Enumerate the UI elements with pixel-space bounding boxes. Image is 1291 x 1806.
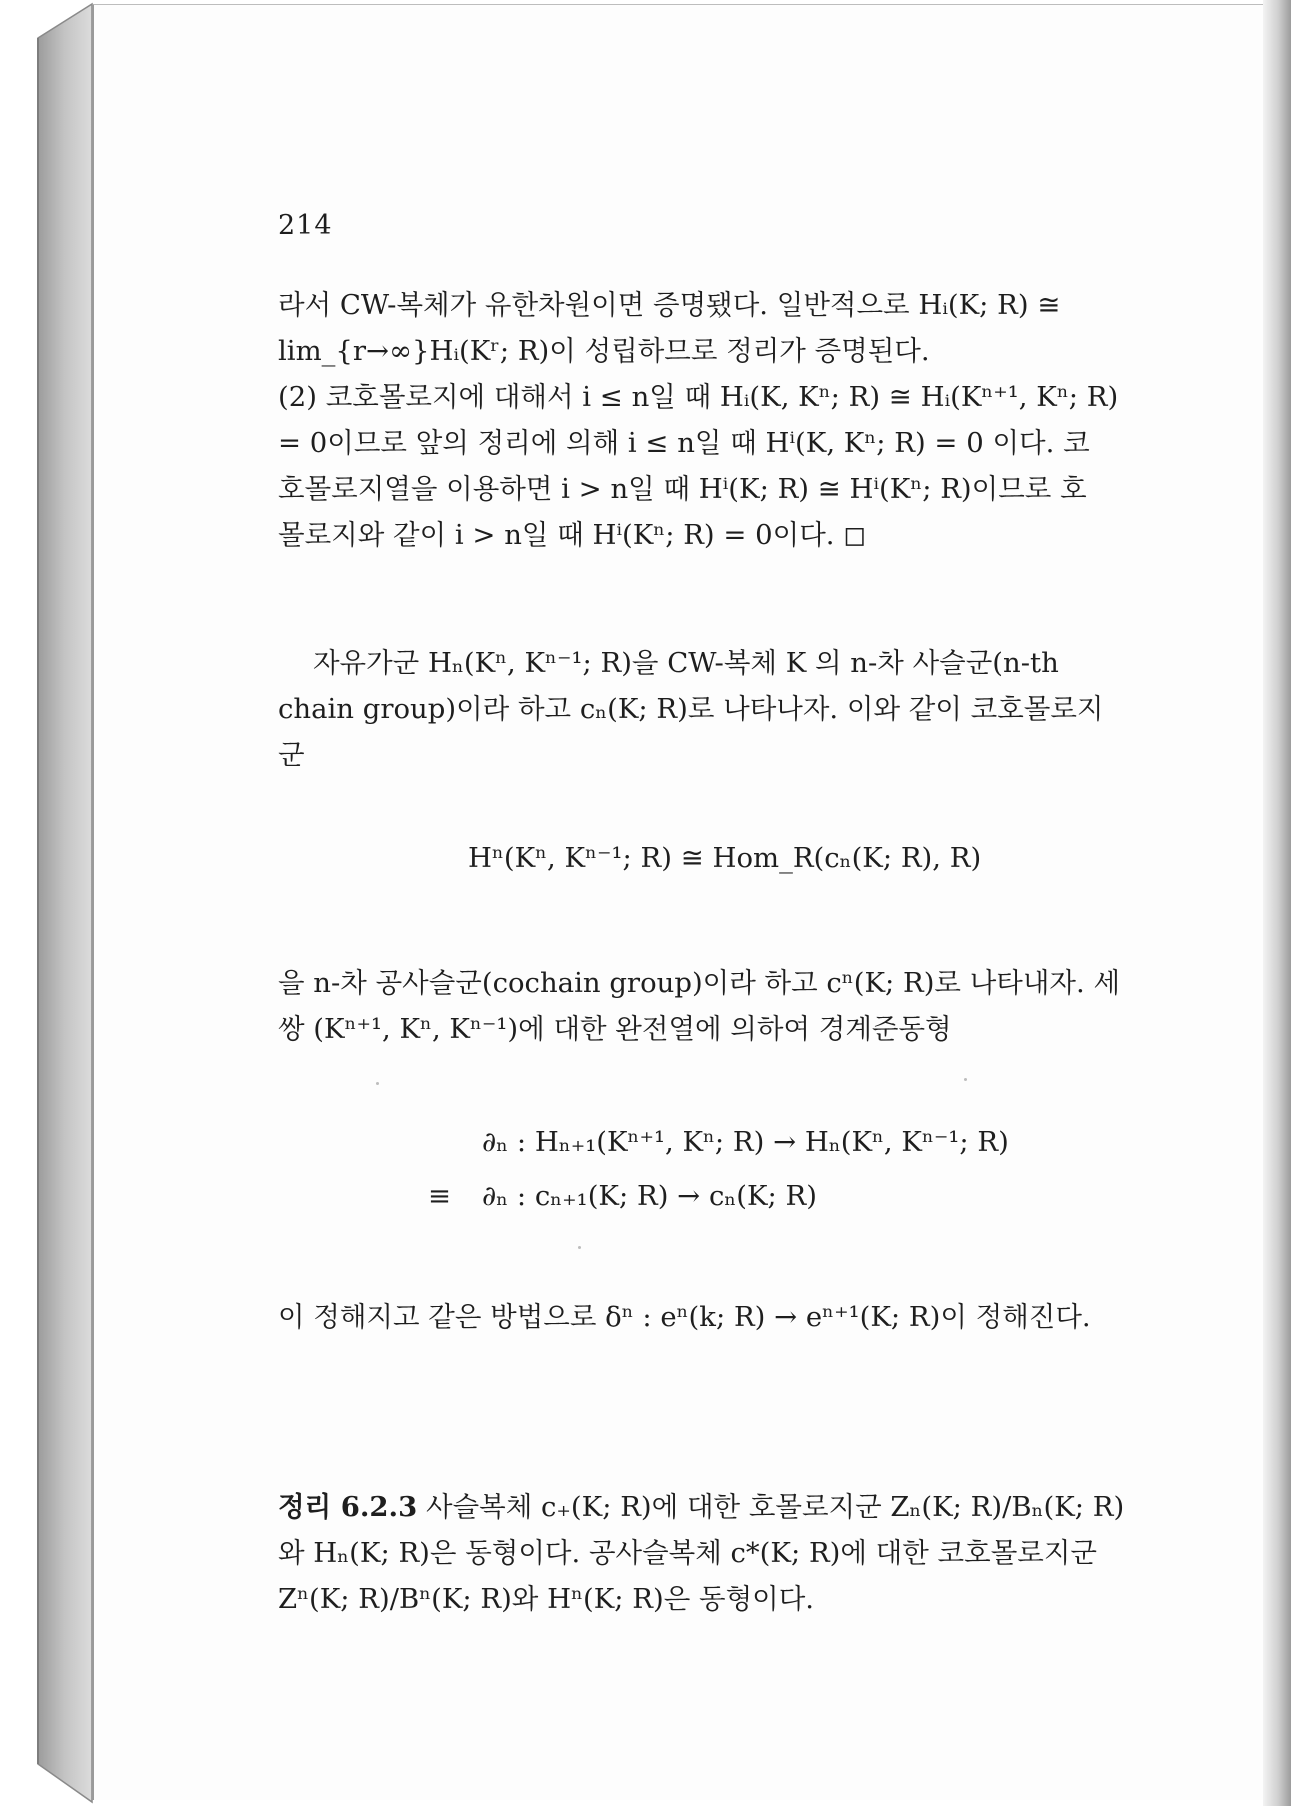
scan-speck bbox=[964, 1078, 967, 1081]
theorem-text: 사슬복체 c₊(K; R)에 대한 호몰로지군 Zₙ(K; R)/Bₙ(K; R) bbox=[426, 1491, 1125, 1523]
text-line: = 0이므로 앞의 정리에 의해 i ≤ n일 때 Hⁱ(K, Kⁿ; R) = 0 이다. 코 bbox=[278, 427, 1090, 459]
equation-cohomology-hom: Hⁿ(Kⁿ, Kⁿ⁻¹; R) ≅ Hom_R(cₙ(K; R), R) bbox=[468, 842, 982, 874]
text-line: chain group)이라 하고 cₙ(K; R)로 나타나자. 이와 같이 코호몰로지 bbox=[278, 693, 1104, 725]
text-line bbox=[278, 1484, 1198, 1530]
page-number: 214 bbox=[278, 210, 333, 241]
text-line: 을 n-차 공사슬군(cochain group)이라 하고 cⁿ(K; R)로 나타내자. 세 bbox=[278, 967, 1121, 999]
paragraph-proof-end bbox=[278, 282, 1198, 558]
book-spine bbox=[0, 0, 95, 1806]
scan-speck bbox=[376, 1082, 379, 1085]
scan-speck bbox=[578, 1246, 581, 1249]
equation-boundary-map-chains: ∂ₙ : cₙ₊₁(K; R) → cₙ(K; R) bbox=[482, 1180, 817, 1212]
equation-boundary-map: ∂ₙ : Hₙ₊₁(Kⁿ⁺¹, Kⁿ; R) → Hₙ(Kⁿ, Kⁿ⁻¹; R) bbox=[482, 1126, 1009, 1158]
theorem-label: 정리 6.2.3 bbox=[278, 1491, 418, 1523]
paragraph-coboundary bbox=[278, 1294, 1198, 1340]
text-line: (2) 코호몰로지에 대해서 i ≤ n일 때 Hᵢ(K, Kⁿ; R) ≅ Hᵢ(Kⁿ⁺¹, Kⁿ; R) bbox=[278, 381, 1119, 413]
text-line: 군 bbox=[278, 739, 305, 771]
page-edge-shadow bbox=[1263, 0, 1291, 1806]
text-line: 라서 CW-복체가 유한차원이면 증명됐다. 일반적으로 Hᵢ(K; R) ≅ bbox=[278, 289, 1061, 321]
text-line: 이 정해지고 같은 방법으로 δⁿ : eⁿ(k; R) → eⁿ⁺¹(K; R)이 정해진다. bbox=[278, 1301, 1091, 1333]
text-line: 와 Hₙ(K; R)은 동형이다. 공사슬복체 c*(K; R)에 대한 코호몰로지군 bbox=[278, 1537, 1097, 1569]
text-line: 쌍 (Kⁿ⁺¹, Kⁿ, Kⁿ⁻¹)에 대한 완전열에 의하여 경계준동형 bbox=[278, 1013, 952, 1045]
paragraph-chain-group bbox=[278, 640, 1198, 778]
text-line: Zⁿ(K; R)/Bⁿ(K; R)와 Hⁿ(K; R)은 동형이다. bbox=[278, 1583, 815, 1615]
theorem-6-2-3 bbox=[278, 1484, 1198, 1622]
text-line: lim_{r→∞}Hᵢ(Kʳ; R)이 성립하므로 정리가 증명된다. bbox=[278, 335, 930, 367]
text-line: 자유가군 Hₙ(Kⁿ, Kⁿ⁻¹; R)을 CW-복체 K 의 n-차 사슬군(n-th bbox=[278, 647, 1059, 679]
text-line: 몰로지와 같이 i > n일 때 Hⁱ(Kⁿ; R) = 0이다. ◻ bbox=[278, 519, 867, 551]
text-line: 호몰로지열을 이용하면 i > n일 때 Hⁱ(K; R) ≅ Hⁱ(Kⁿ; R)이므로 호 bbox=[278, 473, 1087, 505]
equivalence-symbol: ≡ bbox=[428, 1180, 452, 1212]
paragraph-cochain-group bbox=[278, 960, 1198, 1052]
